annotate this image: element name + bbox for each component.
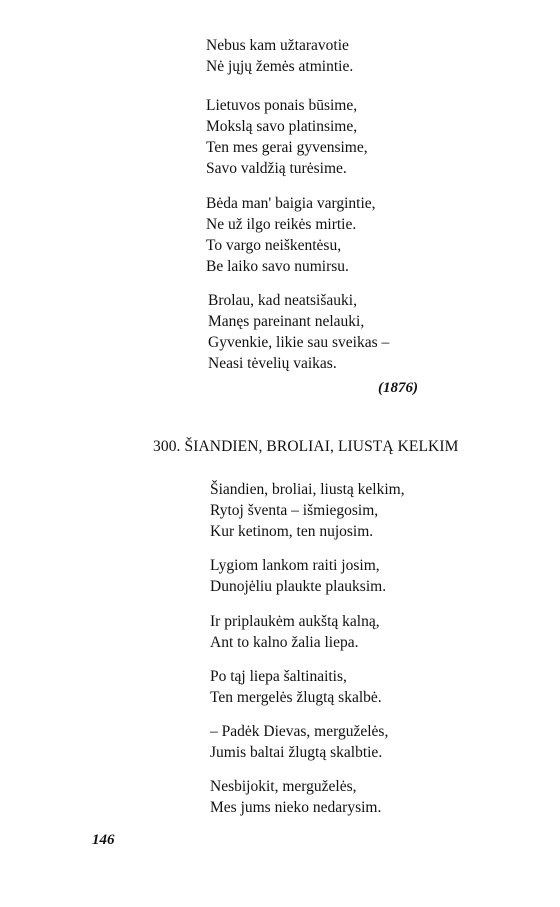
- verse-line: Brolau, kad neatsišauki,: [208, 292, 357, 309]
- verse-line: Dunojėliu plaukte plauksim.: [210, 578, 387, 595]
- verse-line: Mes jums nieko nedarysim.: [210, 799, 382, 816]
- verse-line: Nesbijokit, merguželės,: [210, 778, 357, 795]
- poem1-stanza-1: [206, 35, 353, 77]
- verse-line: Jumis baltai žlugtą skalbtie.: [210, 744, 383, 761]
- poem2-stanza-1: [210, 479, 405, 542]
- poem1-date: (1876): [378, 380, 418, 396]
- verse-line: Mokslą savo platinsime,: [206, 118, 358, 135]
- poem2-title: 300. ŠIANDIEN, BROLIAI, LIUSTĄ KELKIM: [153, 438, 459, 455]
- verse-line: Lietuvos ponais būsime,: [206, 97, 358, 114]
- poem1-stanza-3: [206, 193, 376, 277]
- verse-line: Gyvenkie, likie sau sveikas –: [208, 334, 390, 351]
- page-number: 146: [92, 832, 115, 848]
- verse-line: Nebus kam užtaravotie: [206, 37, 349, 54]
- poem2-stanza-2: [210, 555, 386, 597]
- poem2-stanza-6: [210, 776, 381, 818]
- verse-line: Neasi tėvelių vaikas.: [208, 355, 337, 372]
- verse-line: Lygiom lankom raiti josim,: [210, 557, 380, 574]
- verse-line: Manęs pareinant nelauki,: [208, 313, 365, 330]
- verse-line: Bėda man' baigia vargintie,: [206, 195, 376, 212]
- verse-line: Ten mergelės žlugtą skalbė.: [210, 689, 382, 706]
- verse-line: Ir priplaukėm aukštą kalną,: [210, 613, 380, 630]
- verse-line: Ten mes gerai gyvensime,: [206, 139, 368, 156]
- verse-line: Ne už ilgo reikės mirtie.: [206, 216, 357, 233]
- verse-line: Kur ketinom, ten nujosim.: [210, 523, 374, 540]
- verse-line: Nė jųjų žemės atmintie.: [206, 58, 354, 75]
- verse-line: Po tąj liepa šaltinaitis,: [210, 668, 347, 685]
- verse-line: Šiandien, broliai, liustą kelkim,: [210, 481, 405, 498]
- verse-line: Savo valdžią turėsime.: [206, 160, 347, 177]
- poem2-stanza-5: [210, 721, 388, 763]
- verse-line: To vargo neiškentėsu,: [206, 237, 342, 254]
- poem1-stanza-4: [208, 290, 389, 374]
- poem1-stanza-2: [206, 95, 368, 179]
- poem2-stanza-4: [210, 666, 382, 708]
- verse-line: Rytoj šventa – išmiegosim,: [210, 502, 379, 519]
- verse-line: Ant to kalno žalia liepa.: [210, 634, 359, 651]
- poem2-stanza-3: [210, 611, 380, 653]
- verse-line: – Padėk Dievas, merguželės,: [210, 723, 389, 740]
- verse-line: Be laiko savo numirsu.: [206, 258, 349, 275]
